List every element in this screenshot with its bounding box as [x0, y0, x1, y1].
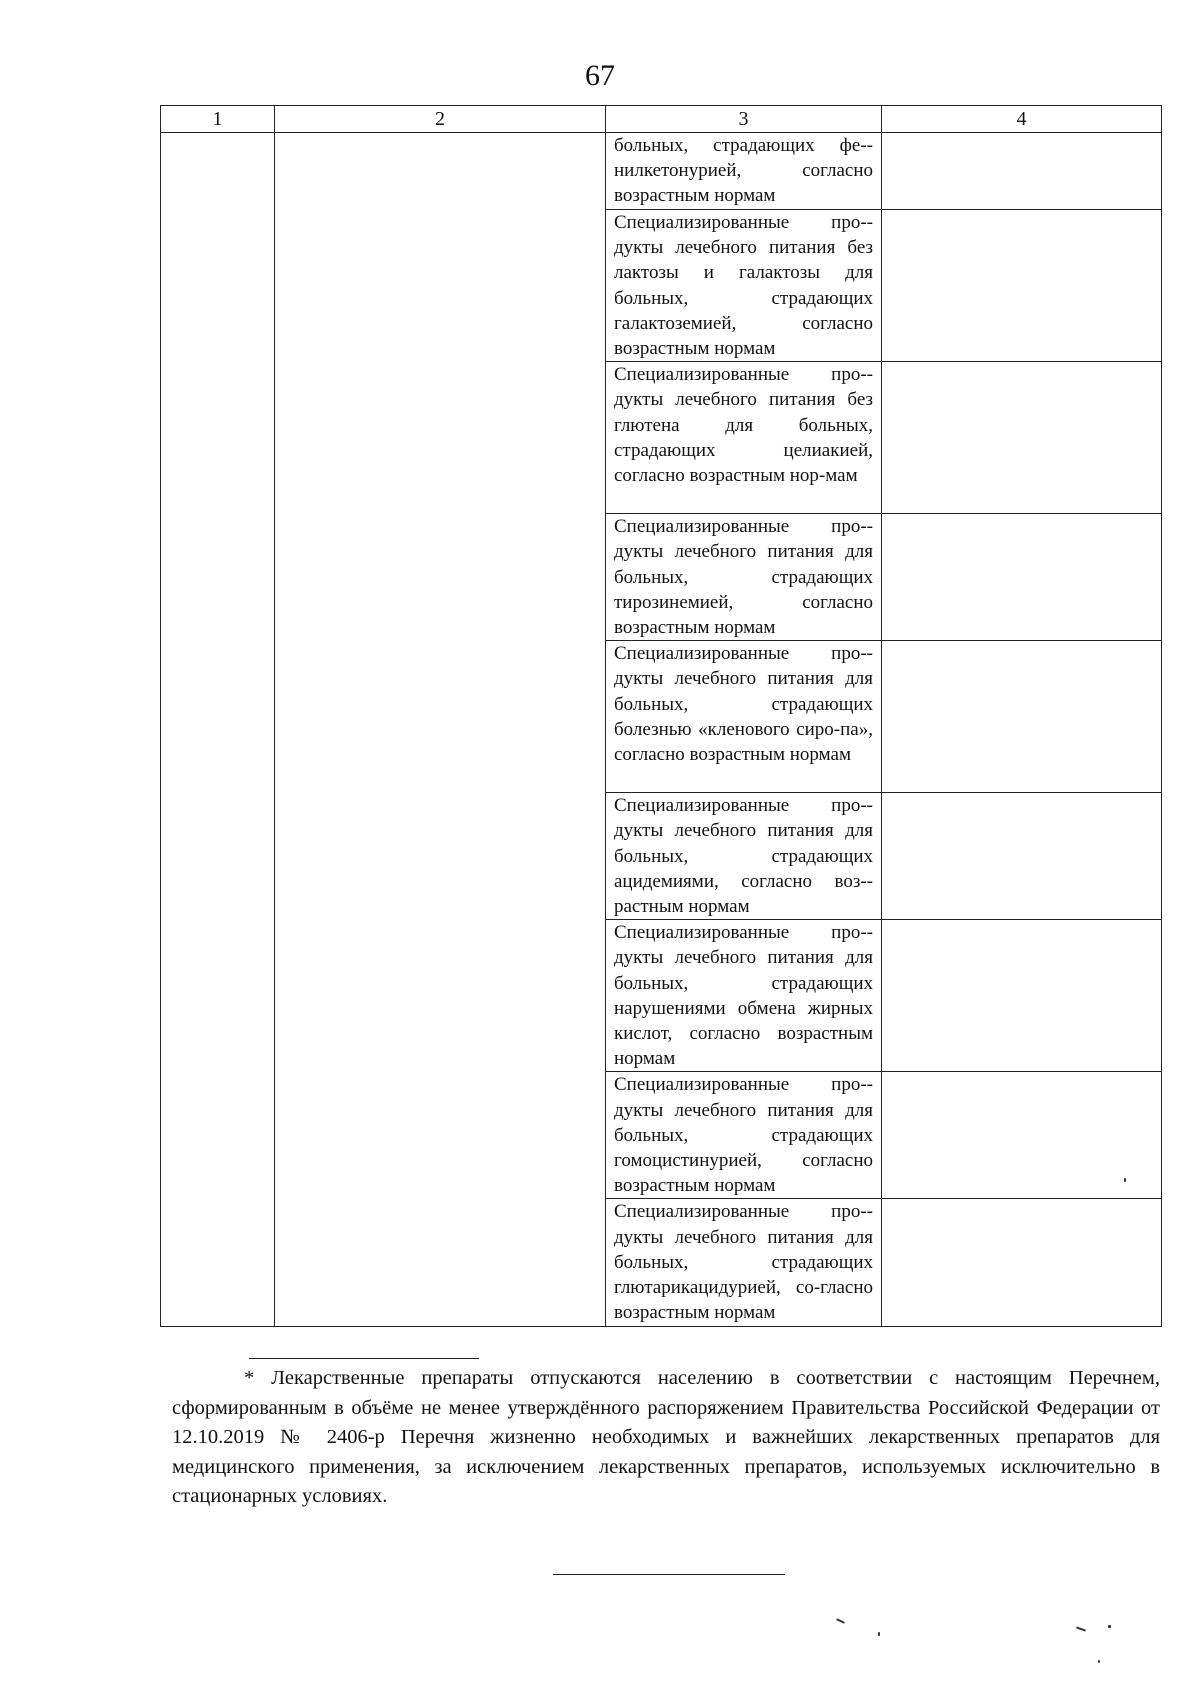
column-2-cell [275, 133, 606, 1327]
scan-speck [878, 1632, 880, 1636]
footnote-marker: * [244, 1367, 255, 1389]
column-4-cell [882, 1072, 1162, 1199]
column-4-cell [882, 133, 1162, 210]
product-description-cell: Специализированные про-дукты лечебного питания для больных, страдающих глютарикацидурией, со-гласно возрастным нормам [606, 1199, 882, 1326]
footnote-separator [249, 1358, 479, 1359]
column-4-cell [882, 793, 1162, 920]
table-row [161, 133, 1162, 210]
footnote-text: Лекарственные препараты отпускаются населению в соответствии с настоящим Перечнем, сформированным в объёме не менее утверждённого распоряжением Правительства Российской Федерации от 12.10.2019 № 2406-р Перечня жизненно необходимых и важнейших лекарственных препаратов для медицинского применения, за исключением лекарственных препаратов, используемых исключительно в стационарных условиях. [172, 1367, 1160, 1507]
scan-speck [1098, 1660, 1100, 1663]
scan-speck [1076, 1626, 1086, 1631]
column-header-3: 3 [606, 106, 882, 133]
product-description-cell: Специализированные про-дукты лечебного питания без глютена для больных, страдающих целиакией, согласно возрастным нор-мам [606, 362, 882, 514]
column-4-cell [882, 1199, 1162, 1326]
column-4-cell [882, 920, 1162, 1072]
page-number: 67 [585, 59, 615, 92]
product-description-cell: Специализированные про-дукты лечебного питания для больных, страдающих болезнью «кленового сиро-па», согласно возрастным нормам [606, 641, 882, 793]
column-4-cell [882, 362, 1162, 514]
column-4-cell [882, 641, 1162, 793]
product-description-cell: Специализированные про-дукты лечебного питания для больных, страдающих ацидемиями, согласно воз-растным нормам [606, 793, 882, 920]
column-header-4: 4 [882, 106, 1162, 133]
scan-speck [1108, 1625, 1111, 1628]
product-description-cell: Специализированные про-дукты лечебного питания для больных, страдающих гомоцистинурией, согласно возрастным нормам [606, 1072, 882, 1199]
end-of-document-rule [553, 1574, 785, 1575]
column-4-cell [882, 210, 1162, 362]
table-header-row [161, 106, 1162, 133]
column-header-2: 2 [275, 106, 606, 133]
scan-speck [1124, 1178, 1126, 1182]
column-4-cell [882, 514, 1162, 641]
scan-speck [836, 1618, 845, 1624]
product-description-cell: больных, страдающих фе-нилкетонурией, согласно возрастным нормам [606, 133, 882, 210]
product-description-cell: Специализированные про-дукты лечебного питания без лактозы и галактозы для больных, страдающих галактоземией, согласно возрастным нормам [606, 210, 882, 362]
column-1-cell [161, 133, 275, 1327]
product-description-cell: Специализированные про-дукты лечебного питания для больных, страдающих нарушениями обмена жирных кислот, согласно возрастным нормам [606, 920, 882, 1072]
footnote [172, 1364, 1160, 1512]
drug-list-table [160, 105, 1162, 1327]
column-header-1: 1 [161, 106, 275, 133]
product-description-cell: Специализированные про-дукты лечебного питания для больных, страдающих тирозинемией, согласно возрастным нормам [606, 514, 882, 641]
